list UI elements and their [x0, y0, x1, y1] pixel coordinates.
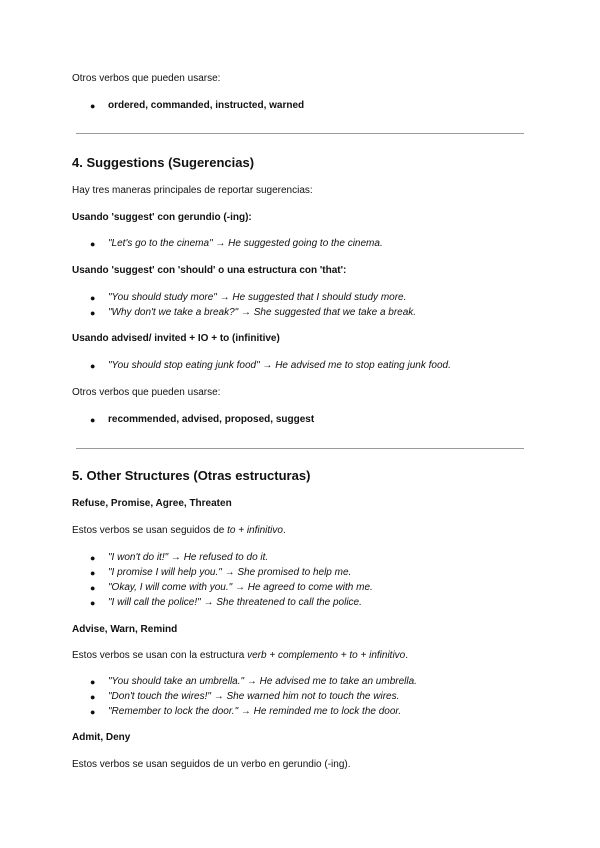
bullet-icon: ●: [90, 415, 96, 425]
subheading: Admit, Deny: [72, 732, 131, 743]
other-verbs-label: Otros verbos que pueden usarse:: [72, 387, 221, 398]
divider: [76, 133, 524, 134]
bullet-icon: ●: [90, 598, 96, 608]
section-intro: Estos verbos se usan seguidos de to + infinitivo.: [72, 525, 286, 536]
subheading: Usando advised/ invited + IO + to (infinitive): [72, 333, 280, 344]
bullet-icon: ●: [90, 677, 96, 687]
verbs-list: ordered, commanded, instructed, warned: [108, 100, 305, 111]
example-text: "I won't do it!" → He refused to do it.: [108, 552, 269, 563]
example-text: "Why don't we take a break?" → She suggested that we take a break.: [108, 307, 417, 318]
bullet-icon: ●: [90, 692, 96, 702]
example-text: "I promise I will help you." → She promised to help me.: [108, 567, 352, 578]
section-4-heading: 4. Suggestions (Sugerencias): [72, 155, 255, 170]
subheading: Refuse, Promise, Agree, Threaten: [72, 498, 232, 509]
example-text: "You should take an umbrella." → He advised me to take an umbrella.: [108, 676, 417, 687]
divider: [76, 448, 524, 449]
bullet-icon: ●: [90, 308, 96, 318]
example-text: "Don't touch the wires!" → She warned him not to touch the wires.: [108, 691, 400, 702]
subheading: Usando 'suggest' con gerundio (-ing):: [72, 212, 252, 223]
section-intro: Estos verbos se usan con la estructura verb + complemento + to + infinitivo.: [72, 650, 409, 661]
section-4-intro: Hay tres maneras principales de reportar sugerencias:: [72, 185, 313, 196]
subheading: Usando 'suggest' con 'should' o una estructura con 'that':: [72, 265, 347, 276]
bullet-icon: ●: [90, 239, 96, 249]
example-text: "You should stop eating junk food" → He advised me to stop eating junk food.: [108, 360, 451, 371]
subheading: Advise, Warn, Remind: [72, 624, 178, 635]
section-5-heading: 5. Other Structures (Otras estructuras): [72, 468, 311, 483]
example-text: "Remember to lock the door." → He reminded me to lock the door.: [108, 706, 402, 717]
bullet-icon: ●: [90, 583, 96, 593]
bullet-icon: ●: [90, 553, 96, 563]
example-text: "Let's go to the cinema" → He suggested going to the cinema.: [108, 238, 383, 249]
bullet-icon: ●: [90, 361, 96, 371]
bullet-icon: ●: [90, 568, 96, 578]
other-verbs-label: Otros verbos que pueden usarse:: [72, 73, 221, 84]
example-text: "Okay, I will come with you." → He agreed to come with me.: [108, 582, 373, 593]
verbs-list: recommended, advised, proposed, suggest: [108, 414, 315, 425]
section-intro: Estos verbos se usan seguidos de un verbo en gerundio (-ing).: [72, 759, 351, 770]
bullet-icon: ●: [90, 101, 96, 111]
example-text: "You should study more" → He suggested that I should study more.: [108, 292, 407, 303]
bullet-icon: ●: [90, 707, 96, 717]
bullet-icon: ●: [90, 293, 96, 303]
example-text: "I will call the police!" → She threatened to call the police.: [108, 597, 362, 608]
